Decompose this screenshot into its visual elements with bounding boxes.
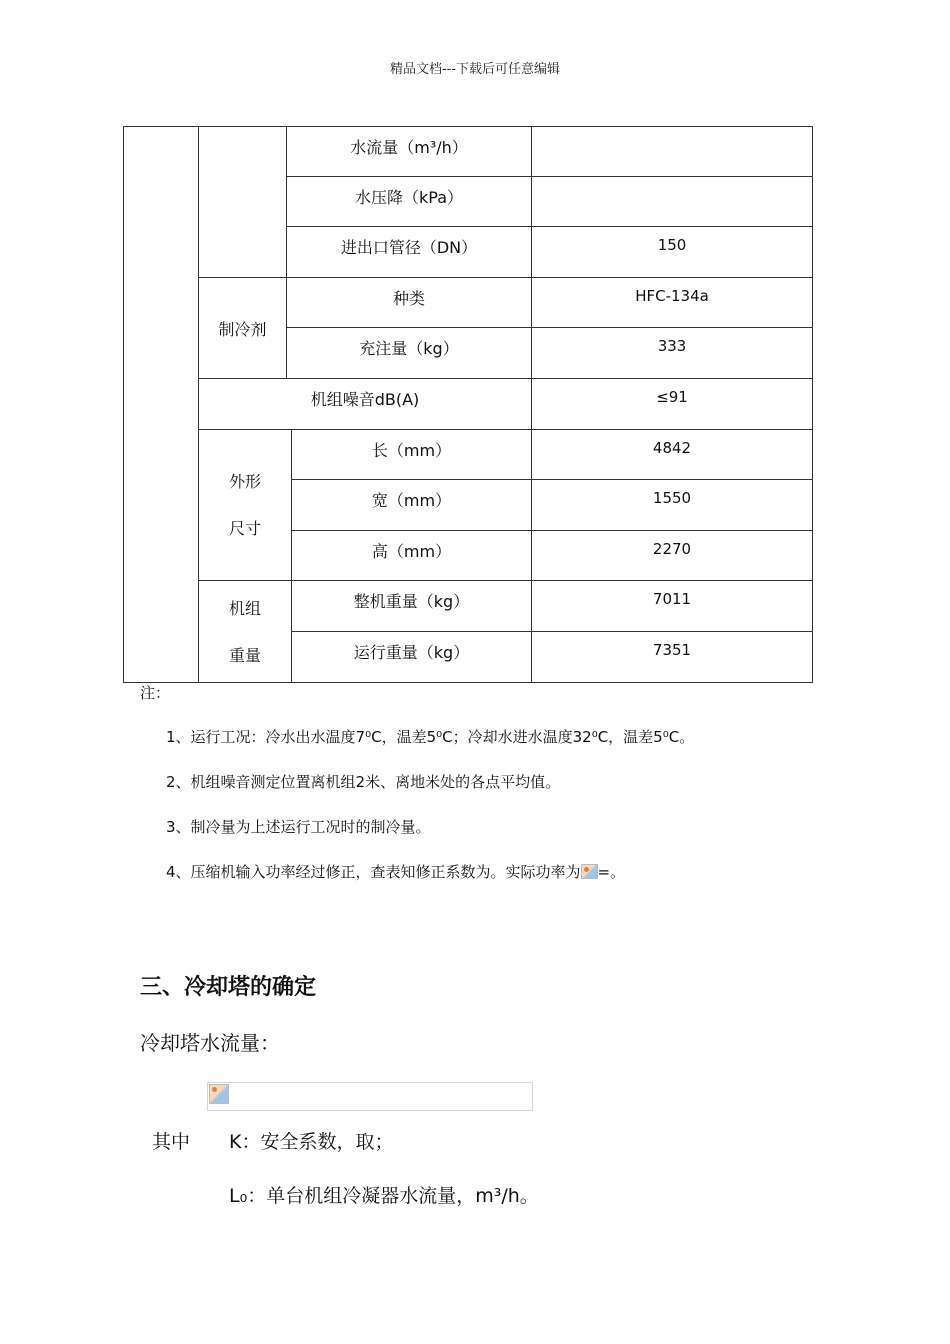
operating-weight-label: 运行重量（kg） <box>292 632 532 683</box>
section-title: 三、冷却塔的确定 <box>140 975 317 1000</box>
broken-image-icon <box>581 864 598 879</box>
note-4 <box>166 861 625 882</box>
note-1: 1、运行工况：冷水出水温度7⁰C，温差5⁰C；冷却水进水温度32⁰C，温差5⁰C。 <box>166 728 695 746</box>
note-4-suffix: =。 <box>597 863 626 881</box>
width-label: 宽（mm） <box>292 480 532 531</box>
refrigerant-type-value: HFC-134a <box>532 278 813 328</box>
charge-value: 333 <box>532 328 813 379</box>
water-group-cell <box>199 127 287 278</box>
pipe-value: 150 <box>532 227 813 278</box>
noise-label: 机组噪音dB(A) <box>199 379 532 430</box>
operating-weight-value: 7351 <box>532 632 813 683</box>
dimension-group-label <box>199 430 292 581</box>
length-label: 长（mm） <box>292 430 532 480</box>
total-weight-label: 整机重量（kg） <box>292 581 532 632</box>
l0-definition: L₀：单台机组冷凝器水流量，m³/h。 <box>229 1185 539 1207</box>
table-left-blank <box>124 127 199 683</box>
charge-label: 充注量（kg） <box>287 328 532 379</box>
page-header: 精品文档---下载后可任意编辑 <box>389 62 561 77</box>
k-definition: K：安全系数，取； <box>229 1131 394 1153</box>
height-label: 高（mm） <box>292 531 532 581</box>
noise-value: ≤91 <box>532 379 813 430</box>
weight-group-line1: 机组 <box>228 598 261 618</box>
section-subtitle: 冷却塔水流量： <box>140 1031 280 1055</box>
flow-value <box>532 127 813 177</box>
note-4-text: 4、压缩机输入功率经过修正，查表知修正系数为。实际功率为 <box>166 863 581 881</box>
dimension-group-line1: 外形 <box>228 472 261 491</box>
length-value: 4842 <box>532 430 813 480</box>
refrigerant-type-label: 种类 <box>287 278 532 328</box>
note-2: 2、机组噪音测定位置离机组2米、离地米处的各点平均值。 <box>166 773 561 791</box>
flow-label: 水流量（m³/h） <box>287 127 532 177</box>
notes-heading: 注： <box>140 684 171 702</box>
note-3: 3、制冷量为上述运行工况时的制冷量。 <box>166 818 431 836</box>
dimension-group-line2: 尺寸 <box>228 519 261 538</box>
weight-group-line2: 重量 <box>228 645 261 665</box>
formula-image-placeholder <box>207 1082 533 1111</box>
height-value: 2270 <box>532 531 813 581</box>
broken-image-icon <box>209 1084 229 1104</box>
weight-group-label <box>199 581 292 683</box>
refrigerant-group-label: 制冷剂 <box>199 278 287 379</box>
where-label: 其中 <box>152 1131 191 1153</box>
total-weight-value: 7011 <box>532 581 813 632</box>
pressure-drop-label: 水压降（kPa） <box>287 177 532 227</box>
pressure-drop-value <box>532 177 813 227</box>
spec-table <box>123 126 813 683</box>
width-value: 1550 <box>532 480 813 531</box>
pipe-label: 进出口管径（DN） <box>287 227 532 278</box>
